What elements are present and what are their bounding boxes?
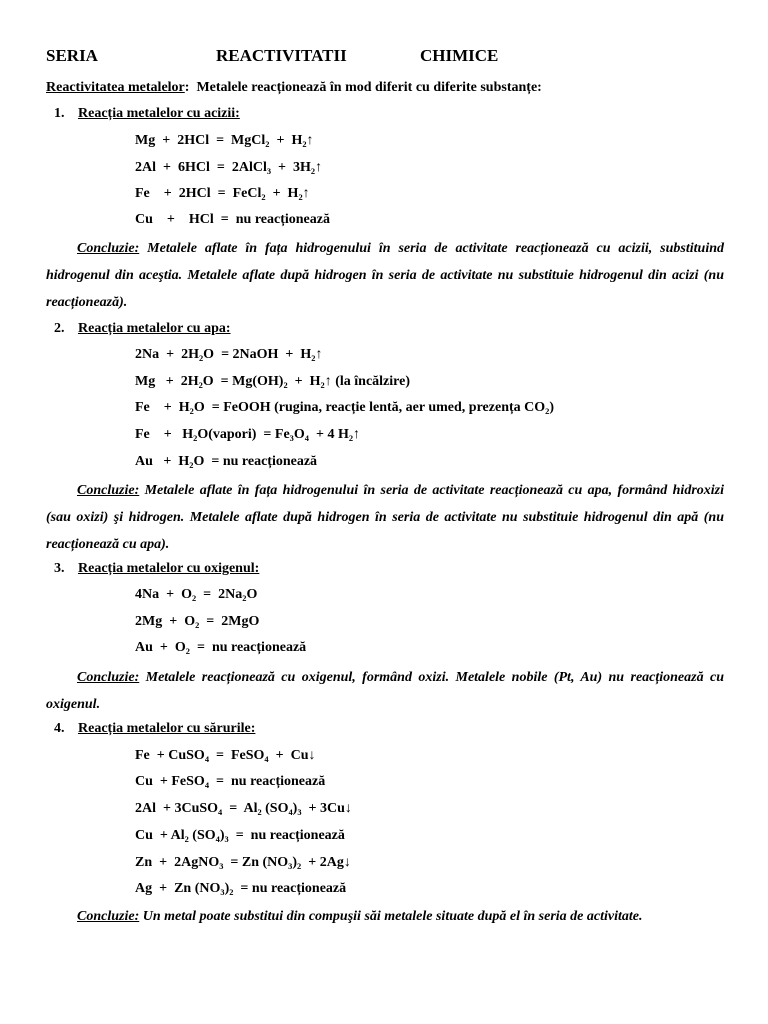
intro-text: Metalele reacționează în mod diferit cu diferite substanțe:: [196, 80, 542, 95]
conclusion-text: Metalele aflate în fața hidrogenului în seria de activitate reacționează cu acizii, substituind hidrogenul din aceştia. Metalele aflate după hidrogen în seria de activitate nu substituie hidrogenul din acizi (nu reacționează).: [46, 241, 724, 310]
equation: Mg + 2HCl = MgCl₂ + H₂↑: [135, 133, 314, 148]
section-heading-4: [54, 721, 255, 737]
equation: Fe + H₂O = FeOOH (rugina, reacție lentă, aer umed, prezența CO₂): [135, 400, 554, 415]
equation: Cu + Al₂ (SO₄)₃ = nu reacționează: [135, 828, 345, 843]
conclusion-4: [46, 903, 724, 930]
conclusion-label: Concluzie:: [77, 483, 140, 498]
section-label: Reacția metalelor cu oxigenul:: [78, 561, 260, 576]
conclusion-text: Metalele aflate în fața hidrogenului în seria de activitate reacționează cu apa, formând hidroxizi (sau oxizi) şi hidrogen. Metalele aflate după hidrogen în seria de activitate nu substituie hidrogenul din apă (nu reacționează cu apa).: [46, 483, 725, 552]
intro-colon: :: [184, 80, 190, 95]
equation: Cu + FeSO₄ = nu reacționează: [135, 774, 326, 789]
conclusion-label: Concluzie:: [77, 670, 140, 685]
equation: Fe + CuSO₄ = FeSO₄ + Cu↓: [135, 748, 316, 763]
conclusion-2: [46, 477, 724, 558]
section-label: Reacția metalelor cu apa:: [78, 321, 231, 336]
section-heading-2: [54, 321, 231, 337]
equation: Fe + H₂O(vapori) = Fe₃O₄ + 4 H₂↑: [135, 427, 361, 442]
section-heading-3: [54, 561, 259, 577]
conclusion-label: Concluzie:: [77, 909, 140, 924]
equation: 2Al + 3CuSO₄ = Al₂ (SO₄)₃ + 3Cu↓: [135, 801, 352, 816]
conclusion-label: Concluzie:: [77, 241, 140, 256]
section-label: Reacția metalelor cu sărurile:: [78, 721, 256, 736]
section-number: 2.: [54, 321, 65, 336]
equation: Cu + HCl = nu reacționează: [135, 212, 330, 227]
equation: Fe + 2HCl = FeCl₂ + H₂↑: [135, 186, 310, 201]
section-number: 1.: [54, 106, 65, 121]
equation: Ag + Zn (NO₃)₂ = nu reacționează: [135, 881, 347, 896]
conclusion-3: [46, 664, 724, 718]
intro-line: [46, 80, 542, 96]
equation: 4Na + O₂ = 2Na₂O: [135, 587, 258, 602]
equation: Mg + 2H₂O = Mg(OH)₂ + H₂↑ (la încălzire): [135, 374, 410, 389]
title-word-1: SERIA: [46, 46, 98, 65]
title-word-2: REACTIVITATII: [216, 46, 347, 65]
section-number: 3.: [54, 561, 65, 576]
equation: Au + H₂O = nu reacționează: [135, 454, 318, 469]
equation: 2Mg + O₂ = 2MgO: [135, 614, 260, 629]
conclusion-1: [46, 235, 724, 316]
title-word-3: CHIMICE: [420, 46, 499, 65]
equation: 2Al + 6HCl = 2AlCl₃ + 3H₂↑: [135, 160, 323, 175]
equation: 2Na + 2H₂O = 2NaOH + H₂↑: [135, 347, 323, 362]
section-heading-1: [54, 106, 240, 122]
section-label: Reacția metalelor cu acizii:: [78, 106, 240, 121]
conclusion-text: Metalele reacționează cu oxigenul, formând oxizi. Metalele nobile (Pt, Au) nu reacționează cu oxigenul.: [46, 670, 724, 712]
conclusion-text: Un metal poate substitui din compuşii săi metalele situate după el în seria de activitate.: [142, 909, 643, 924]
intro-label: Reactivitatea metalelor: [46, 80, 185, 95]
section-number: 4.: [54, 721, 65, 736]
equation: Zn + 2AgNO₃ = Zn (NO₃)₂ + 2Ag↓: [135, 855, 351, 870]
page-title: [46, 46, 726, 70]
equation: Au + O₂ = nu reacționează: [135, 640, 307, 655]
